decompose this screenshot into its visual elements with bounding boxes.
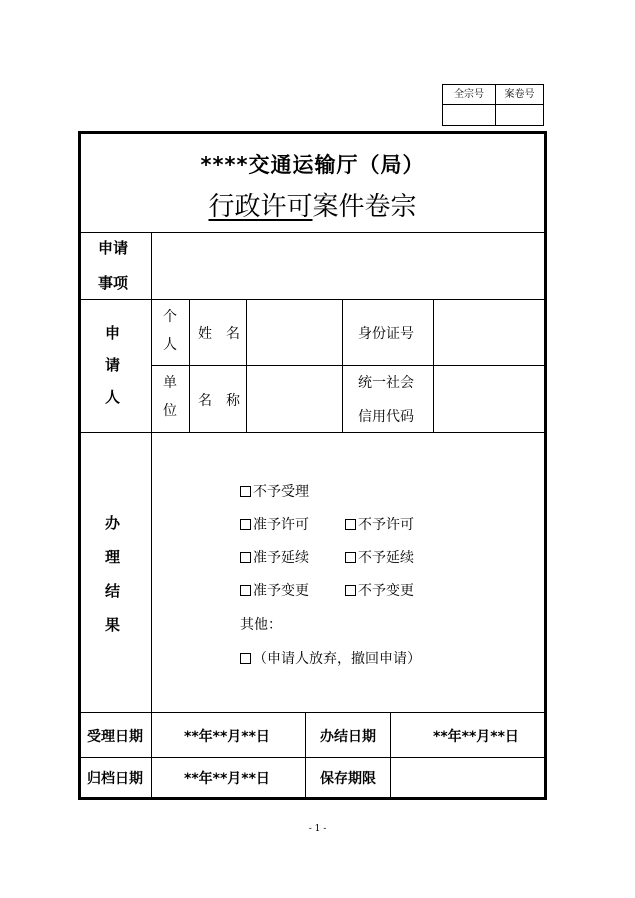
name-label: 姓 名	[198, 326, 240, 342]
option-not-permit[interactable]: 不予许可	[345, 514, 414, 534]
name-field[interactable]	[248, 301, 341, 364]
fonds-number-header: 全宗号	[443, 85, 496, 105]
result-label: 办 理 结 果	[105, 514, 121, 634]
unit-name-label: 名 称	[198, 393, 240, 409]
checkbox-icon	[240, 519, 251, 530]
checkbox-icon	[240, 653, 251, 664]
unit-label: 单 位	[163, 375, 177, 419]
credit-code-field[interactable]	[435, 367, 542, 431]
option-not-extend[interactable]: 不予延续	[345, 547, 414, 567]
document-title-underlined: 行政许可	[208, 192, 313, 222]
matter-label-2: 事项	[98, 274, 129, 292]
option-change[interactable]: 准予变更	[240, 580, 309, 600]
document-title	[81, 186, 544, 223]
matter-field[interactable]	[153, 234, 542, 298]
unit-name-field[interactable]	[248, 367, 341, 431]
form-body	[81, 134, 544, 797]
id-number-field[interactable]	[435, 301, 542, 364]
checkbox-icon	[240, 585, 251, 596]
applicant-label: 申 请 人	[105, 324, 121, 406]
matter-label-1: 申请	[98, 239, 129, 257]
checkbox-icon	[240, 552, 251, 563]
retention-period-label: 保存期限	[320, 771, 376, 787]
id-number-label: 身份证号	[358, 326, 414, 342]
option-other-label: 其他：	[240, 617, 282, 633]
finish-date-value[interactable]: **年**月**日	[433, 729, 519, 745]
checkbox-icon	[345, 519, 356, 530]
credit-code-label-1: 统一社会	[358, 375, 414, 391]
file-number-value[interactable]	[496, 105, 543, 125]
file-number-header: 案卷号	[496, 85, 543, 105]
org-title: ****交通运输厅（局）	[200, 153, 425, 177]
accept-date-value[interactable]: **年**月**日	[184, 729, 270, 745]
archive-number-box	[442, 84, 544, 126]
checkbox-icon	[240, 486, 251, 497]
retention-period-field[interactable]	[392, 759, 542, 795]
option-withdraw[interactable]: （申请人放弃，撤回申请）	[240, 648, 421, 668]
checkbox-icon	[345, 585, 356, 596]
option-extend[interactable]: 准予延续	[240, 547, 309, 567]
checkbox-icon	[345, 552, 356, 563]
fonds-number-value[interactable]	[443, 105, 496, 125]
archive-date-label: 归档日期	[87, 771, 143, 787]
option-not-change[interactable]: 不予变更	[345, 580, 414, 600]
credit-code-label-2: 信用代码	[358, 409, 414, 425]
page-number: - 1 -	[308, 824, 327, 834]
option-not-accept[interactable]: 不予受理	[240, 481, 309, 501]
individual-label: 个 人	[163, 309, 177, 353]
document-title-rest: 案件卷宗	[312, 192, 417, 222]
option-permit[interactable]: 准予许可	[240, 514, 309, 534]
accept-date-label: 受理日期	[87, 729, 143, 745]
archive-date-value[interactable]: **年**月**日	[184, 771, 270, 787]
finish-date-label: 办结日期	[320, 729, 376, 745]
